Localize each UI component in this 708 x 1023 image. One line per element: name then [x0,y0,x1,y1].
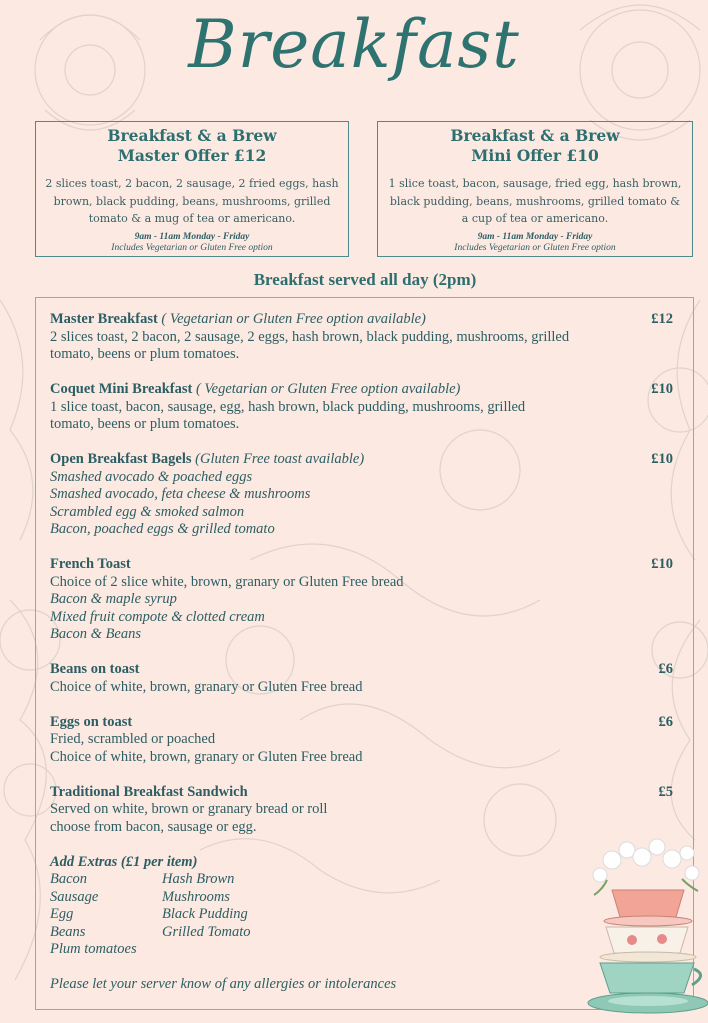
offer-title-line1: Breakfast & a Brew [450,126,620,145]
offer-includes: Includes Vegetarian or Gluten Free option [111,242,273,253]
menu-item-line: tomato, beens or plum tomatoes. [50,346,240,362]
menu-item [50,661,674,696]
menu-item-header [50,784,674,802]
menu-item [50,381,674,434]
page-title: Breakfast [188,6,520,83]
menu-item-line: 2 slices toast, 2 bacon, 2 sausage, 2 eggs, hash brown, black pudding, mushrooms, grilled [50,328,570,345]
allergy-notice: Please let your server know of any allergies or intolerances [50,975,397,992]
menu-item-price: £12 [651,311,673,327]
extras-title: Add Extras (£1 per item) [50,853,198,870]
offer-title-line2: Master Offer £12 [117,146,267,165]
menu-item-name: Open Breakfast Bagels [50,451,192,467]
menu-item [50,311,674,364]
menu-item [50,714,674,767]
menu-item-note: ( Vegetarian or Gluten Free option available) [195,381,461,397]
mini-offer-box [377,121,693,257]
extra-item: Plum tomatoes [50,941,137,957]
menu-item-name: Beans on toast [50,661,140,677]
menu-item-header [50,451,674,469]
menu-item-price: £6 [658,661,673,677]
menu-item-option: Bacon & Beans [50,626,142,642]
offer-times: 9am - 11am Monday - Friday [477,231,593,242]
served-all-day-heading: Breakfast served all day (2pm) [253,270,477,289]
extra-item: Egg [50,906,74,922]
offer-description: 2 slices toast, 2 bacon, 2 sausage, 2 fried eggs, hash brown, black pudding, beans, mushrooms, grilled tomato & a mug of tea or americano. [45,177,339,225]
menu-item-name: Master Breakfast [50,311,158,327]
menu-item-line: Choice of white, brown, granary or Gluten Free bread [50,678,363,695]
menu-item-line: tomato, beens or plum tomatoes. [50,416,240,432]
menu-item [50,556,674,644]
extra-item: Grilled Tomato [162,923,251,940]
master-offer-box [35,121,349,257]
offer-title-line2: Mini Offer £10 [471,146,599,165]
menu-item-line: Choice of white, brown, granary or Gluten Free bread [50,748,363,765]
menu-item-header [50,556,674,574]
extra-item: Sausage [50,888,99,905]
menu-item-option: Smashed avocado, feta cheese & mushrooms [50,486,311,502]
menu-item-note: (Gluten Free toast available) [195,451,365,467]
menu-item-header [50,311,674,329]
menu-item-header [50,661,674,679]
extra-item: Beans [50,923,86,940]
menu-item-name: Coquet Mini Breakfast [50,381,193,397]
menu-item-option: Mixed fruit compote & clotted cream [50,608,265,625]
menu-item-name: French Toast [50,556,131,572]
menu-item [50,451,674,539]
menu-item-line: Fried, scrambled or poached [50,731,216,747]
offer-times: 9am - 11am Monday - Friday [134,231,250,242]
menu-item-option: Scrambled egg & smoked salmon [50,503,245,520]
offer-includes: Includes Vegetarian or Gluten Free option [454,242,616,253]
flower-bouquet-icon [593,839,699,895]
menu-item-header [50,381,674,399]
menu-item-line: 1 slice toast, bacon, sausage, egg, hash brown, black pudding, mushrooms, grilled [50,398,526,415]
menu-item-option: Bacon & maple syrup [50,591,177,607]
extra-item: Hash Brown [162,871,235,887]
menu-item-line: Served on white, brown or granary bread or roll [50,801,328,817]
menu-item-header [50,714,674,732]
menu-item-option: Smashed avocado & poached eggs [50,468,253,485]
extra-item: Mushrooms [162,888,230,905]
offer-title-line1: Breakfast & a Brew [107,126,277,145]
menu-item-price: £6 [658,713,673,730]
menu-item-note: ( Vegetarian or Gluten Free option available) [161,311,426,327]
menu-item-name: Eggs on toast [50,713,133,730]
menu-item-name: Traditional Breakfast Sandwich [50,783,248,800]
menu-item-option: Bacon, poached eggs & grilled tomato [50,521,275,537]
offer-description: 1 slice toast, bacon, sausage, fried egg, hash brown, black pudding, beans, mushrooms, grilled tomato & a cup of tea or americano. [388,177,682,225]
menu-item-price: £10 [651,556,673,572]
menu-item-line: choose from bacon, sausage or egg. [50,818,257,835]
menu-item-price: £10 [651,451,673,467]
menu-item [50,784,674,837]
menu-item-line: Choice of 2 slice white, brown, granary or Gluten Free bread [50,573,404,590]
menu-item-price: £5 [658,783,673,800]
menu-item-price: £10 [651,381,673,397]
extra-item: Bacon [50,871,88,887]
teacups-illustration [572,835,708,1023]
extra-item [162,941,362,959]
extra-item: Black Pudding [162,906,248,922]
